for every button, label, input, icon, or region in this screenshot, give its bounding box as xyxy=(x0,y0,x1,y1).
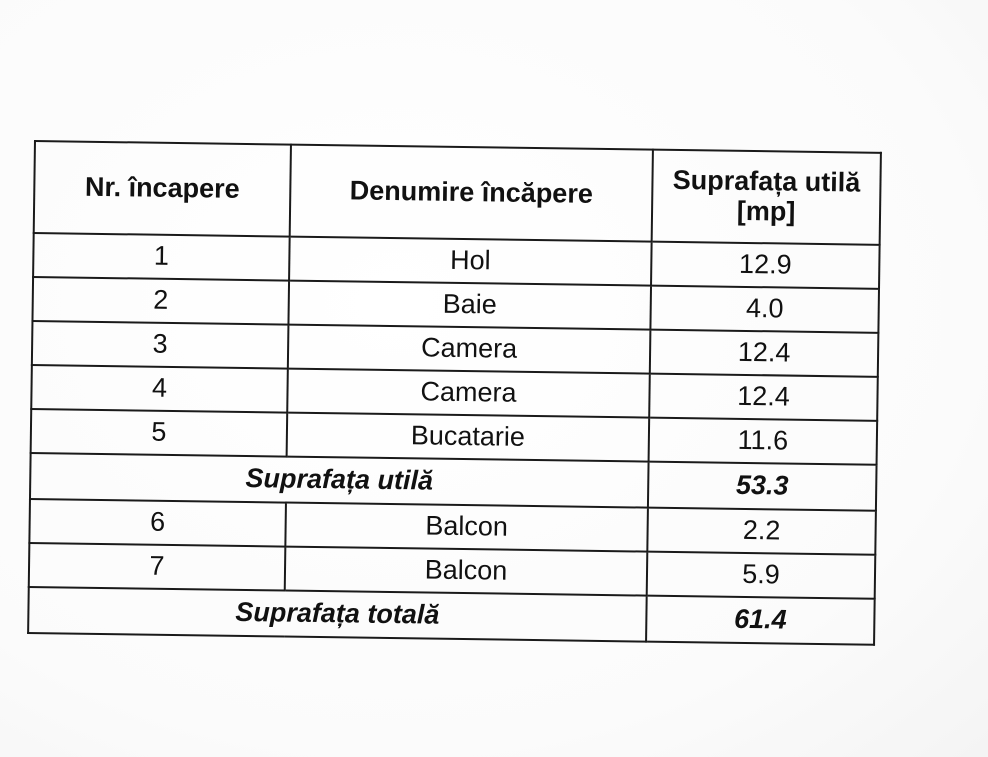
room-name: Camera xyxy=(287,369,650,418)
room-name: Baie xyxy=(288,281,651,330)
room-number: 1 xyxy=(33,233,290,281)
room-area: 12.9 xyxy=(651,242,880,289)
room-number: 3 xyxy=(32,321,289,369)
room-name: Bucatarie xyxy=(287,413,650,462)
room-area: 5.9 xyxy=(647,552,876,599)
room-area: 2.2 xyxy=(647,508,876,555)
header-room-number: Nr. încapere xyxy=(34,141,291,237)
room-area-table xyxy=(27,140,882,646)
header-usable-area xyxy=(652,150,881,245)
room-number: 6 xyxy=(29,499,286,547)
room-area: 11.6 xyxy=(649,418,878,465)
room-area: 12.4 xyxy=(650,330,879,377)
table-header-row xyxy=(34,141,881,245)
room-number: 5 xyxy=(31,409,288,457)
room-area: 4.0 xyxy=(650,286,879,333)
room-name: Balcon xyxy=(285,503,648,552)
subtotal-label: Suprafața utilă xyxy=(30,453,649,508)
room-name: Hol xyxy=(289,237,652,286)
room-number: 2 xyxy=(32,277,289,325)
room-name: Camera xyxy=(288,325,651,374)
room-name: Balcon xyxy=(285,547,648,596)
total-value: 61.4 xyxy=(646,596,875,645)
room-table-container xyxy=(27,140,882,646)
header-usable-area-line1: Suprafața utilă xyxy=(672,165,861,198)
header-usable-area-unit: [mp] xyxy=(736,195,796,227)
room-number: 4 xyxy=(31,365,288,413)
total-label: Suprafața totală xyxy=(28,587,647,642)
room-number: 7 xyxy=(29,543,286,591)
subtotal-value: 53.3 xyxy=(648,462,877,511)
header-room-name: Denumire încăpere xyxy=(290,145,653,242)
room-area: 12.4 xyxy=(649,374,878,421)
